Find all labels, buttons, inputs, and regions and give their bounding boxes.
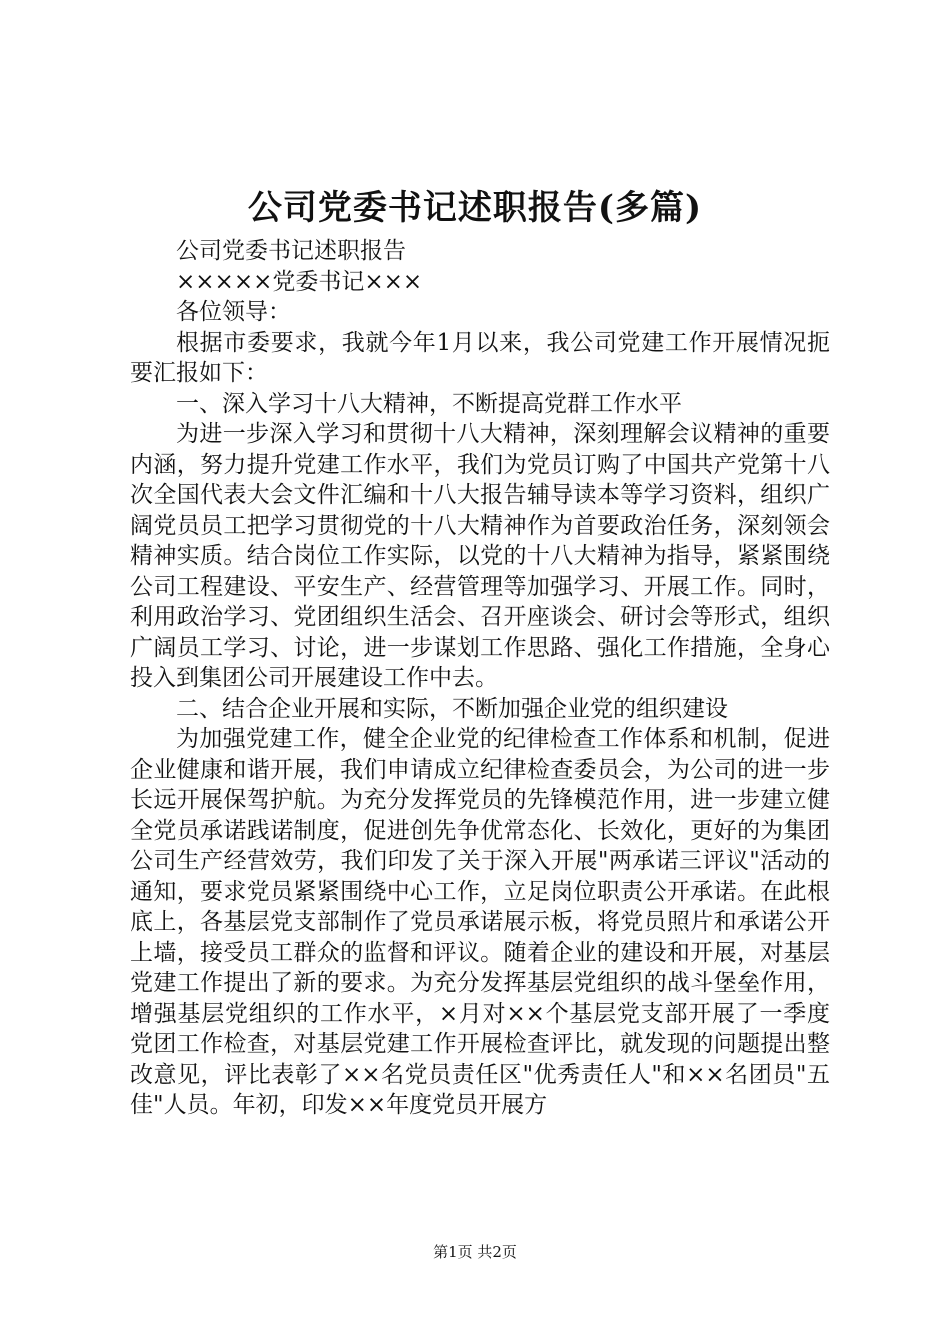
report-author: ×××××党委书记××× (176, 268, 423, 295)
document-title: 公司党委书记述职报告(多篇) (247, 188, 703, 228)
section-paragraph-2: 为加强党建工作，健全企业党的纪律检查工作体系和机制，促进企业健康和谐开展，我们申请成立纪律检查委员会，为公司的进一步长远开展保驾护航。为充分发挥党员的先锋模范作用，进一步建立健全党员承诺践诺制度，促进创先争优常态化、长效化，更好的为集团公司生产经营效劳，我们印发了关于深入开展"两承诺三评议"活动的通知，要求党员紧紧围绕中心工作，立足岗位职责公开承诺。在此根底上，各基层党支部制作了党员承诺展示板，将党员照片和承诺公开上墙，接受员工群众的监督和评议。随着企业的建设和开展，对基层党建工作提出了新的要求。为充分发挥基层党组织的战斗堡垒作用，增强基层党组织的工作水平，×月对××个基层党支部开展了一季度党团工作检查，对基层党建工作开展检查评比，就发现的问题提出整改意见，评比表彰了××名党员责任区"优秀责任人"和××名团员"五佳"人员。年初，印发××年度党员开展方 (130, 726, 830, 1118)
report-heading: 公司党委书记述职报告 (176, 238, 406, 264)
page-number-footer: 第1页 共2页 (433, 1243, 517, 1261)
salutation: 各位领导： (176, 299, 291, 325)
intro-paragraph: 根据市委要求，我就今年1月以来，我公司党建工作开展情况扼要汇报如下： (130, 329, 830, 386)
section-heading-1: 一、深入学习十八大精神，不断提高党群工作水平 (176, 390, 682, 417)
section-heading-2: 二、结合企业开展和实际，不断加强企业党的组织建设 (176, 695, 728, 722)
document-body (130, 236, 830, 1121)
section-paragraph-1: 为进一步深入学习和贯彻十八大精神，深刻理解会议精神的重要内涵，努力提升党建工作水平，我们为党员订购了中国共产党第十八次全国代表大会文件汇编和十八大报告辅导读本等学习资料，组织广阔党员员工把学习贯彻党的十八大精神作为首要政治任务，深刻领会精神实质。结合岗位工作实际，以党的十八大精神为指导，紧紧围绕公司工程建设、平安生产、经营管理等加强学习、开展工作。同时，利用政治学习、党团组织生活会、召开座谈会、研讨会等形式，组织广阔员工学习、讨论，进一步谋划工作思路、强化工作措施，全身心投入到集团公司开展建设工作中去。 (130, 421, 830, 691)
